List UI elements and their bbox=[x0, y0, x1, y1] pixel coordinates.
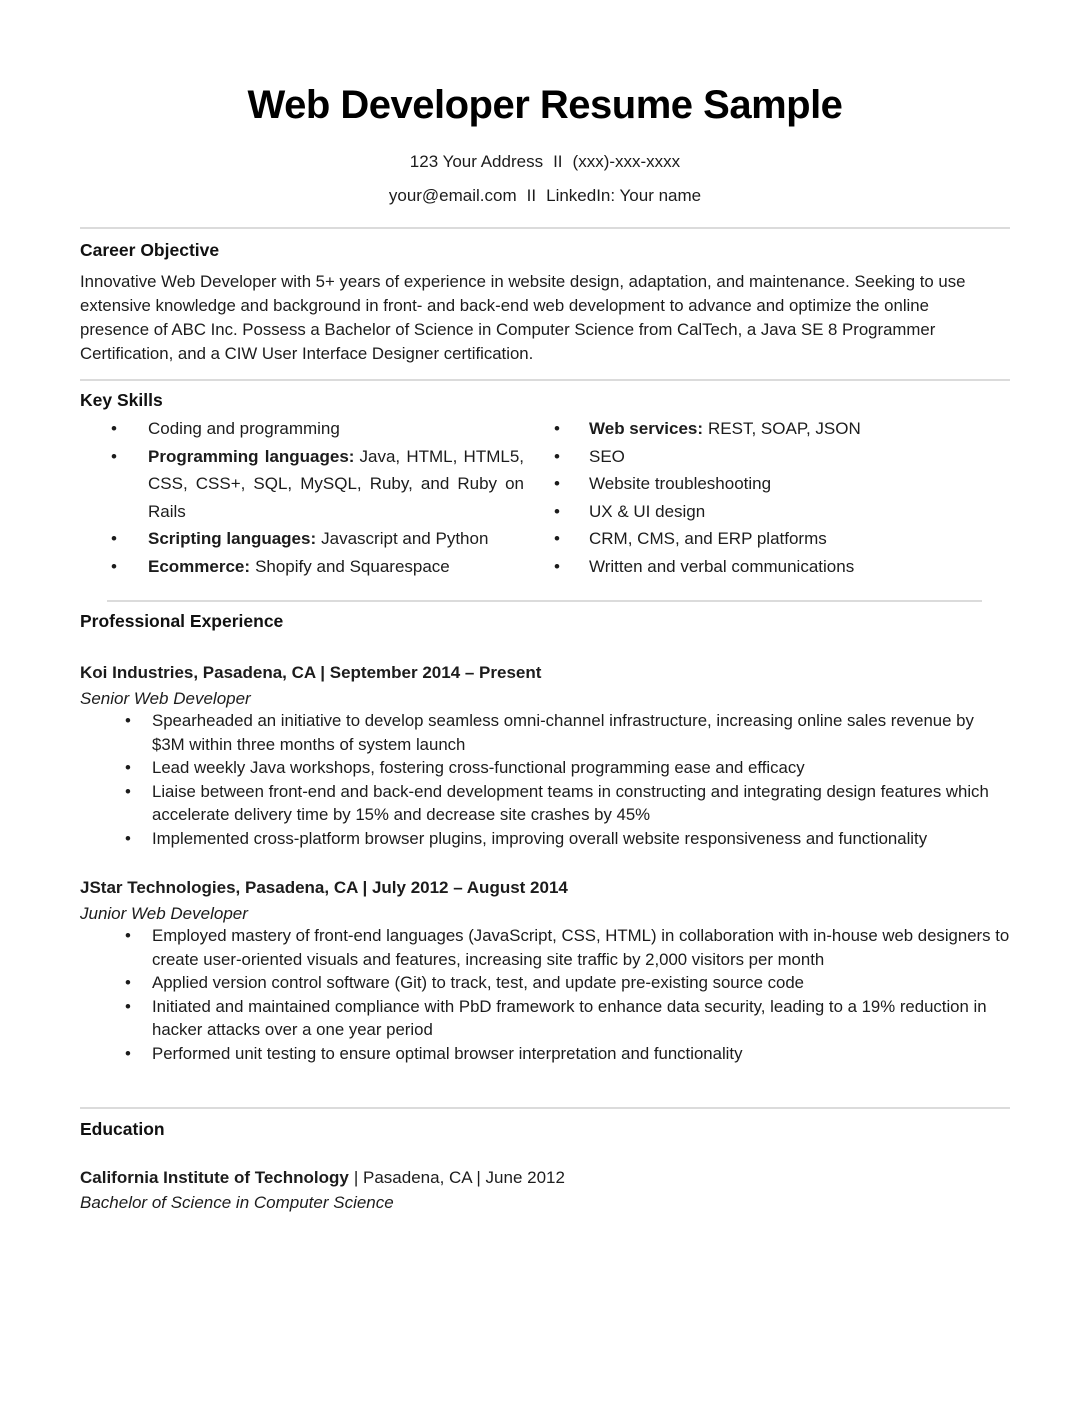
skill-text: Website troubleshooting bbox=[589, 474, 772, 493]
bullet-icon: • bbox=[111, 419, 117, 438]
bullet-icon: • bbox=[125, 996, 131, 1016]
key-skills-heading: Key Skills bbox=[80, 390, 163, 410]
skill-text: Java, HTML, HTML5, CSS, CSS+, SQL, MySQL, Ruby, and Ruby on Rails bbox=[148, 446, 524, 521]
list-item bbox=[524, 525, 916, 553]
list-item bbox=[524, 415, 916, 443]
bullet-text: Applied version control software (Git) to track, test, and update pre-existing source code bbox=[152, 973, 804, 992]
job-title: Senior Web Developer bbox=[80, 689, 251, 708]
contact-address: 123 Your Address bbox=[409, 152, 544, 171]
job-entry bbox=[80, 663, 1010, 850]
contact-email: your@email.com bbox=[388, 186, 517, 205]
list-item bbox=[80, 995, 1010, 1042]
list-item bbox=[80, 553, 524, 581]
bullet-icon: • bbox=[554, 501, 560, 521]
skill-text: CRM, CMS, and ERP platforms bbox=[589, 529, 827, 548]
bullet-icon: • bbox=[125, 828, 131, 848]
bullet-text: Performed unit testing to ensure optimal browser interpretation and functionality bbox=[152, 1043, 743, 1063]
bullet-icon: • bbox=[554, 474, 560, 493]
key-skills-left-column bbox=[80, 415, 524, 580]
bullet-text: Initiated and maintained compliance with PbD framework to enhance data security, leading to a 19% reduction in hacker attacks over a one year period bbox=[152, 996, 987, 1039]
skill-label: Scripting languages: bbox=[148, 529, 317, 548]
list-item bbox=[80, 780, 1010, 827]
list-item bbox=[80, 827, 1010, 851]
list-item bbox=[524, 498, 916, 526]
divider bbox=[80, 1107, 1010, 1109]
list-item bbox=[80, 443, 524, 526]
bullet-text: Lead weekly Java workshops, fostering cross-functional programming ease and efficacy bbox=[152, 758, 805, 777]
contact-linkedin: LinkedIn: Your name bbox=[546, 186, 702, 205]
contact-line-2 bbox=[80, 186, 1010, 206]
bullet-text: Implemented cross-platform browser plugins, improving overall website responsiveness and functionality bbox=[152, 828, 928, 848]
contact-line-1 bbox=[80, 152, 1010, 172]
skill-label: Programming languages: bbox=[148, 446, 355, 466]
skill-text: REST, SOAP, JSON bbox=[708, 419, 861, 438]
key-skills-right-column bbox=[524, 415, 916, 580]
list-item bbox=[524, 443, 916, 471]
list-item bbox=[524, 470, 916, 498]
skill-label: Web services: bbox=[589, 419, 704, 438]
list-item bbox=[80, 525, 524, 553]
bullet-icon: • bbox=[111, 446, 117, 466]
contact-phone: (xxx)-xxx-xxxx bbox=[572, 152, 681, 171]
bullet-icon: • bbox=[111, 556, 117, 576]
bullet-icon: • bbox=[554, 556, 560, 576]
bullet-icon: • bbox=[111, 529, 117, 548]
bullet-icon: • bbox=[125, 973, 131, 992]
career-objective-heading: Career Objective bbox=[80, 240, 220, 260]
list-item bbox=[80, 709, 1010, 756]
job-header: JStar Technologies, Pasadena, CA | July 2012 – August 2014 bbox=[80, 878, 568, 897]
list-item bbox=[80, 756, 1010, 780]
job-entry bbox=[80, 878, 1010, 1065]
list-item bbox=[80, 971, 1010, 995]
bullet-icon: • bbox=[125, 781, 131, 801]
job-header: Koi Industries, Pasadena, CA | September 2014 – Present bbox=[80, 663, 542, 682]
divider bbox=[80, 379, 1010, 381]
bullet-text: Employed mastery of front-end languages (JavaScript, CSS, HTML) in collaboration with in-house web designers to create user-oriented visuals and features, increasing site traffic by 2,000 visitors per month bbox=[152, 926, 1010, 969]
list-item bbox=[80, 924, 1010, 971]
skill-text: Shopify and Squarespace bbox=[255, 556, 450, 576]
bullet-icon: • bbox=[125, 926, 131, 945]
bullet-text: Liaise between front-end and back-end development teams in constructing and integrating design features which accelerate delivery time by 15% and decrease site crashes by 45% bbox=[152, 781, 989, 824]
education-entry bbox=[80, 1168, 1010, 1188]
skill-text: UX & UI design bbox=[589, 501, 706, 521]
contact-separator: II bbox=[526, 186, 537, 205]
bullet-icon: • bbox=[125, 758, 131, 777]
skill-label: Ecommerce: bbox=[148, 556, 251, 576]
divider bbox=[107, 600, 982, 602]
education-degree: Bachelor of Science in Computer Science bbox=[80, 1193, 394, 1212]
bullet-icon: • bbox=[554, 446, 560, 466]
bullet-text: Spearheaded an initiative to develop seamless omni-channel infrastructure, increasing online sales revenue by $3M within three months of system launch bbox=[152, 711, 974, 754]
career-objective-text: Innovative Web Developer with 5+ years of experience in website design, adaptation, and maintenance. Seeking to use extensive knowledge and background in front- and back-end web development to advance and optimize the online presence of ABC Inc. Possess a Bachelor of Science in Computer Science from CalTech, a Java SE 8 Programmer Certification, and a CIW User Interface Designer certification. bbox=[80, 272, 966, 363]
bullet-icon: • bbox=[125, 711, 131, 730]
education-details: | Pasadena, CA | June 2012 bbox=[353, 1168, 565, 1187]
contact-separator: II bbox=[553, 152, 563, 171]
job-title: Junior Web Developer bbox=[80, 904, 248, 923]
skill-text: Coding and programming bbox=[148, 419, 340, 438]
professional-experience-heading: Professional Experience bbox=[80, 611, 284, 631]
education-school: California Institute of Technology bbox=[80, 1168, 349, 1187]
job-bullet-list bbox=[80, 709, 1010, 850]
list-item bbox=[80, 1042, 1010, 1066]
key-skills-columns bbox=[80, 415, 1010, 580]
page-title: Web Developer Resume Sample bbox=[247, 83, 843, 127]
list-item bbox=[80, 415, 524, 443]
divider bbox=[80, 227, 1010, 229]
education-heading: Education bbox=[80, 1119, 165, 1139]
bullet-icon: • bbox=[554, 529, 560, 548]
list-item bbox=[524, 553, 916, 581]
skill-text: SEO bbox=[589, 446, 625, 466]
job-bullet-list bbox=[80, 924, 1010, 1065]
skill-text: Javascript and Python bbox=[321, 529, 489, 548]
bullet-icon: • bbox=[125, 1043, 131, 1063]
skill-text: Written and verbal communications bbox=[589, 556, 855, 576]
bullet-icon: • bbox=[554, 419, 560, 438]
